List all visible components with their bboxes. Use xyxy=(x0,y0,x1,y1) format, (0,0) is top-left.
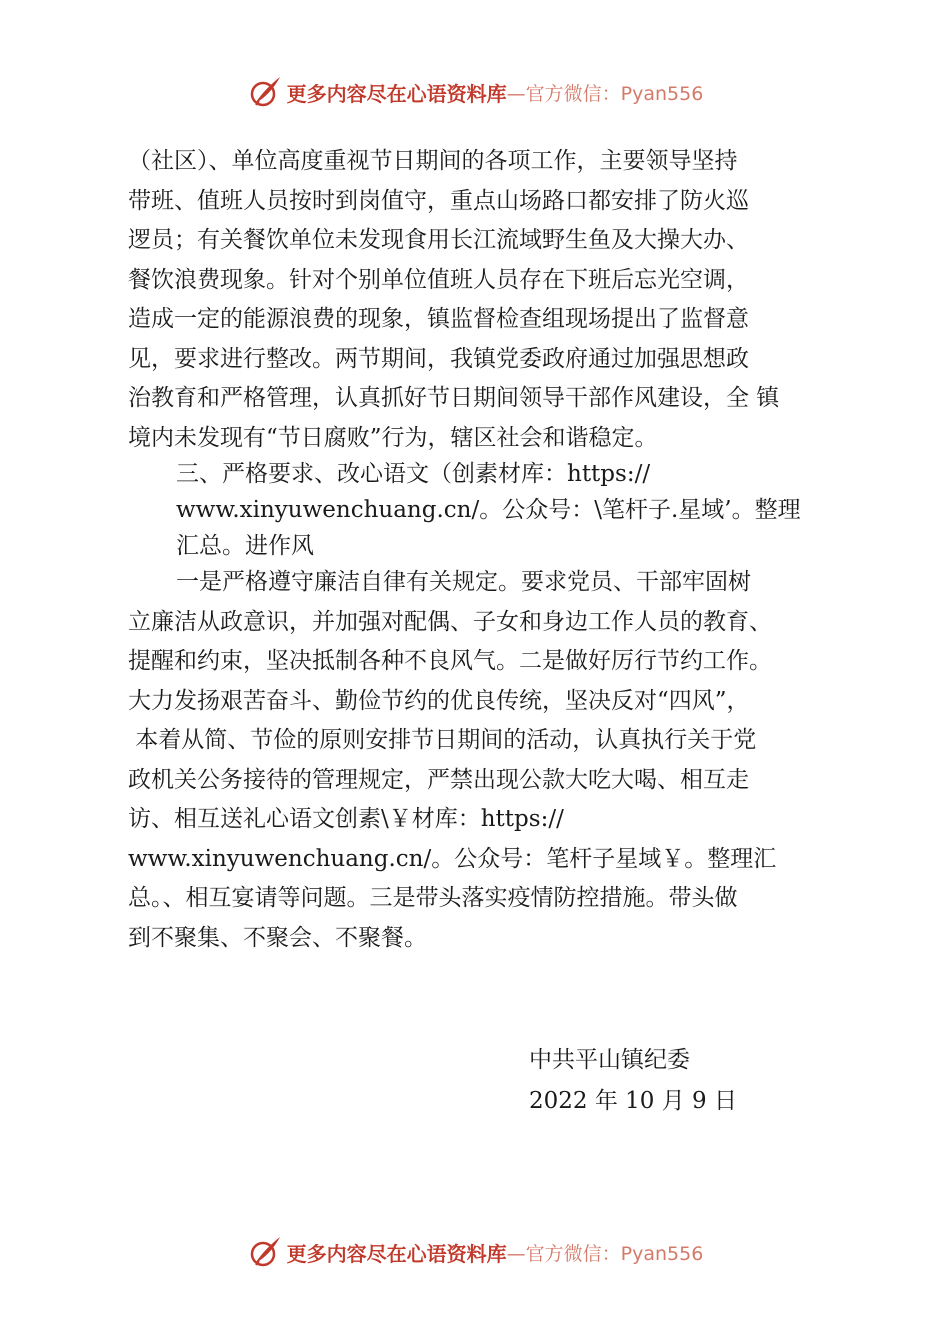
text-line: 带班、值班人员按时到岗值守，重点山场路口都安排了防火巡 xyxy=(128,187,749,214)
quill-pen-logo-icon xyxy=(247,74,283,110)
text-line: 境内未发现有“节日腐败”行为，辖区社会和谐稳定。 xyxy=(128,424,658,451)
heading-line: 三、严格要求、改心语文（创素材库：https:// xyxy=(176,461,651,487)
text-line: 见，要求进行整改。两节期间，我镇党委政府通过加强思想政 xyxy=(128,345,749,372)
text-line: （社区）、单位高度重视节日期间的各项工作，主要领导坚持 xyxy=(128,148,738,174)
text-line: www.xinyuwenchuang.cn/。公众号：笔杆子星域￥。整理汇 xyxy=(128,845,777,872)
heading-line: 汇总。进作风 xyxy=(176,533,314,559)
text-line: 到不聚集、不聚会、不聚餐。 xyxy=(128,924,427,951)
body-paragraph-1 xyxy=(128,142,779,458)
text-line: 造成一定的能源浪费的现象，镇监督检查组现场提出了监督意 xyxy=(128,306,749,332)
text-line: 访、相互送礼心语文创素\￥材库：https:// xyxy=(128,806,564,832)
section-heading-3 xyxy=(176,456,801,564)
banner-main-text: 更多内容尽在心语资料库 xyxy=(286,1241,507,1266)
text-line: 治教育和严格管理，认真抓好节日期间领导干部作风建设，全 镇 xyxy=(128,385,780,411)
text-line: 本着从简、节俭的原则安排节日期间的活动，认真执行关于党 xyxy=(128,727,757,753)
footer-watermark-banner xyxy=(0,1232,950,1272)
text-line: 大力发扬艰苦奋斗、勤俭节约的优良传统，坚决反对“四风”， xyxy=(128,687,750,714)
heading-line: www.xinyuwenchuang.cn/。公众号：\笔杆子.星域’。整理 xyxy=(176,497,801,523)
text-line: 立廉洁从政意识，并加强对配偶、子女和身边工作人员的教育、 xyxy=(128,608,772,635)
text-line: 政机关公务接待的管理规定，严禁出现公款大吃大喝、相互走 xyxy=(128,766,749,793)
quill-pen-logo-icon xyxy=(247,1234,283,1270)
banner-sub-text: —官方微信：Pyan556 xyxy=(506,82,704,105)
signature-org: 中共平山镇纪委 xyxy=(529,1047,690,1073)
body-paragraph-2 xyxy=(128,563,776,958)
text-line: 提醒和约束，坚决抵制各种不良风气。二是做好厉行节约工作。 xyxy=(128,648,772,674)
banner-main-text: 更多内容尽在心语资料库 xyxy=(286,81,507,106)
text-line: 餐饮浪费现象。针对个别单位值班人员存在下班后忘光空调， xyxy=(128,266,749,293)
header-watermark-banner xyxy=(0,72,950,112)
banner-sub-text: —官方微信：Pyan556 xyxy=(506,1242,704,1265)
text-line: 总。、相互宴请等问题。三是带头落实疫情防控措施。带头做 xyxy=(128,885,738,911)
text-line: 逻员；有关餐饮单位未发现食用长江流域野生鱼及大操大办、 xyxy=(128,227,749,253)
signature-date: 2022 年 10 月 9 日 xyxy=(529,1088,737,1114)
text-line: 一是严格遵守廉洁自律有关规定。要求党员、干部牢固树 xyxy=(176,569,751,595)
